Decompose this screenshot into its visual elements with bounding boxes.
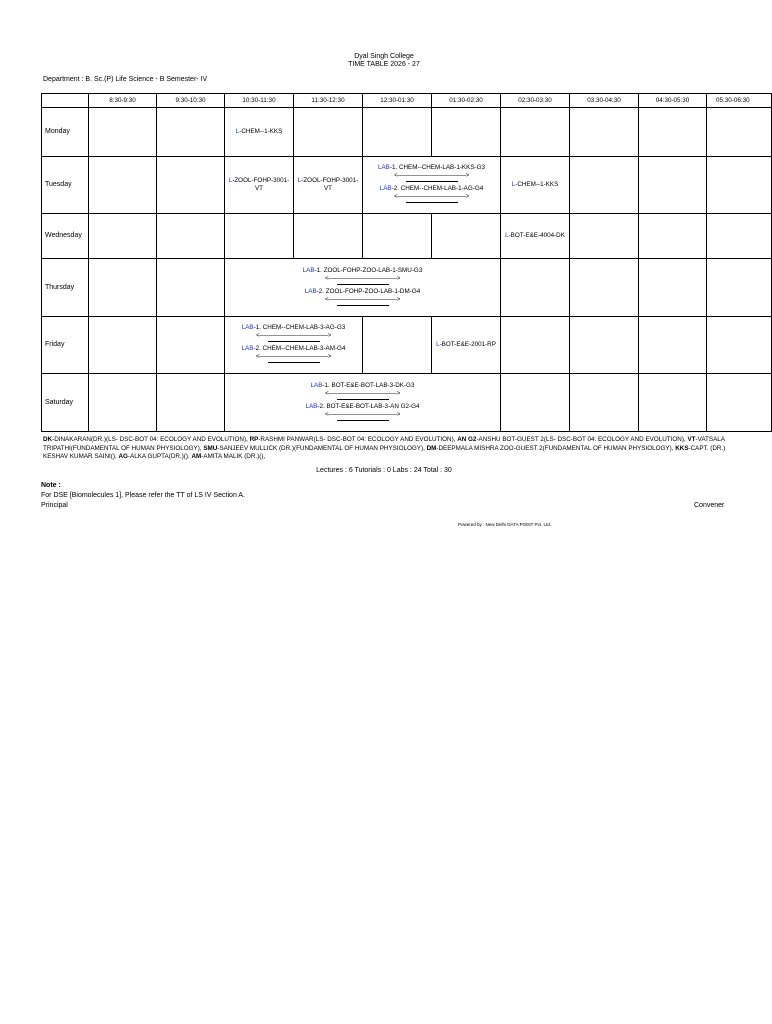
duration-arrow: <————————————> — [256, 333, 331, 339]
slot-header: 03:30-04:30 — [570, 94, 639, 108]
lab-block: LAB-1. ZOOL-FOHP-ZOO-LAB-1-SMU-G3 <————————————> LAB-2. ZOOL-FOHP-ZOO-LAB-1-DM-G4 <————————————> — [225, 259, 501, 317]
slot-header: 01:30-02:30 — [432, 94, 501, 108]
college-name: Dyal Singh College — [354, 53, 414, 60]
class-entry: L-CHEM--1-KKS — [501, 157, 570, 214]
department-line: Department : B. Sc.(P) Life Science - B Semester- IV — [43, 76, 208, 83]
day-label: Monday — [42, 108, 89, 157]
load-summary: Lectures : 6 Tutorials : 0 Labs : 24 Total : 30 — [316, 467, 452, 474]
row-friday — [42, 317, 772, 374]
class-entry: L-ZOOL-FOHP-3001-VT — [294, 157, 363, 214]
class-entry: L-BOT-E&E-4004-DK — [501, 214, 570, 259]
slot-header-row — [42, 94, 772, 108]
slot-header: 10:30-11:30 — [225, 94, 294, 108]
corner-cell — [42, 94, 89, 108]
timetable-title: TIME TABLE 2026 - 27 — [348, 61, 420, 68]
faculty-legend: DK-DINAKARAN(DR.)(LS- DSC-BOT 04: ECOLOGY AND EVOLUTION), RP-RASHMI PANWAR(LS- DSC-BOT 04: ECOLOGY AND EVOLUTION), AN G2-ANSHU BOT-GUEST 2(LS- DSC-BOT 04: ECOLOGY AND EVOLUTION), VT-VATSALA TRIPATHI(FUNDAMENTAL OF HUMAN PHYSIOLOGY), SMU-SANJEEV MULLICK (DR.)(FUNDAMENTAL OF HUMAN PHYSIOLOGY), DM-DEEPMALA MISHRA ZOO-GUEST 2(FUNDAMENTAL OF HUMAN PHYSIOLOGY), KKS-CAPT. (DR.) KESHAV KUMAR SAINI(), AG-ALKA GUPTA(DR.)(), AM-AMITA MALIK (DR.)(), — [43, 436, 726, 460]
note-text: For DSE [Biomolecules 1], Please refer the TT of LS IV Section A. — [41, 492, 246, 499]
duration-arrow: <————————————> — [325, 296, 400, 303]
slot-header: 02:30-03:30 — [501, 94, 570, 108]
slot-header: 8:30-9:30 — [89, 94, 157, 108]
lab-block: LAB-1. CHEM--CHEM-LAB-3-AG-G3 <————————————> LAB-2. CHEM--CHEM-LAB-3-AM-G4 <————————————> — [225, 317, 363, 374]
timetable — [41, 93, 750, 433]
day-label: Saturday — [42, 374, 89, 432]
day-label: Friday — [42, 317, 89, 374]
row-monday — [42, 108, 772, 157]
duration-arrow: <————————————> — [325, 411, 400, 418]
page-header — [0, 53, 768, 69]
convener-label: Convener — [694, 502, 725, 509]
day-label: Thursday — [42, 259, 89, 317]
slot-header: 12:30-01:30 — [363, 94, 432, 108]
lab-block: LAB-1. CHEM--CHEM-LAB-1-KKS-G3 <————————————> LAB-2. CHEM--CHEM-LAB-1-AG-G4 <————————————> — [363, 157, 501, 214]
principal-label: Principal — [41, 502, 68, 509]
slot-header: 05:30-06:30 — [707, 94, 772, 108]
day-label: Tuesday — [42, 157, 89, 214]
powered-by: Powered by : New Delhi DATA POINT Pvt. Ltd. — [458, 522, 552, 527]
duration-arrow: <————————————> — [394, 173, 469, 179]
note-heading: Note : — [41, 482, 61, 489]
row-tuesday — [42, 157, 772, 214]
lab-block: LAB-1. BOT-E&E-BOT-LAB-3-DK-G3 <————————————> LAB-2. BOT-E&E-BOT-LAB-3-AN G2-G4 <————————————> — [225, 374, 501, 432]
class-entry: L-ZOOL-FOHP-3001-VT — [225, 157, 294, 214]
class-entry: L-CHEM--1-KKS — [225, 108, 294, 157]
day-label: Wednesday — [42, 214, 89, 259]
duration-arrow: <————————————> — [256, 354, 331, 360]
duration-arrow: <————————————> — [394, 194, 469, 200]
duration-arrow: <————————————> — [325, 275, 400, 282]
row-saturday — [42, 374, 772, 432]
slot-header: 11:30-12:30 — [294, 94, 363, 108]
class-entry: L-BOT-E&E-2001-RP — [432, 317, 501, 374]
row-wednesday — [42, 214, 772, 259]
duration-arrow: <————————————> — [325, 390, 400, 397]
row-thursday — [42, 259, 772, 317]
slot-header: 9:30-10:30 — [157, 94, 225, 108]
slot-header: 04:30-05:30 — [639, 94, 707, 108]
